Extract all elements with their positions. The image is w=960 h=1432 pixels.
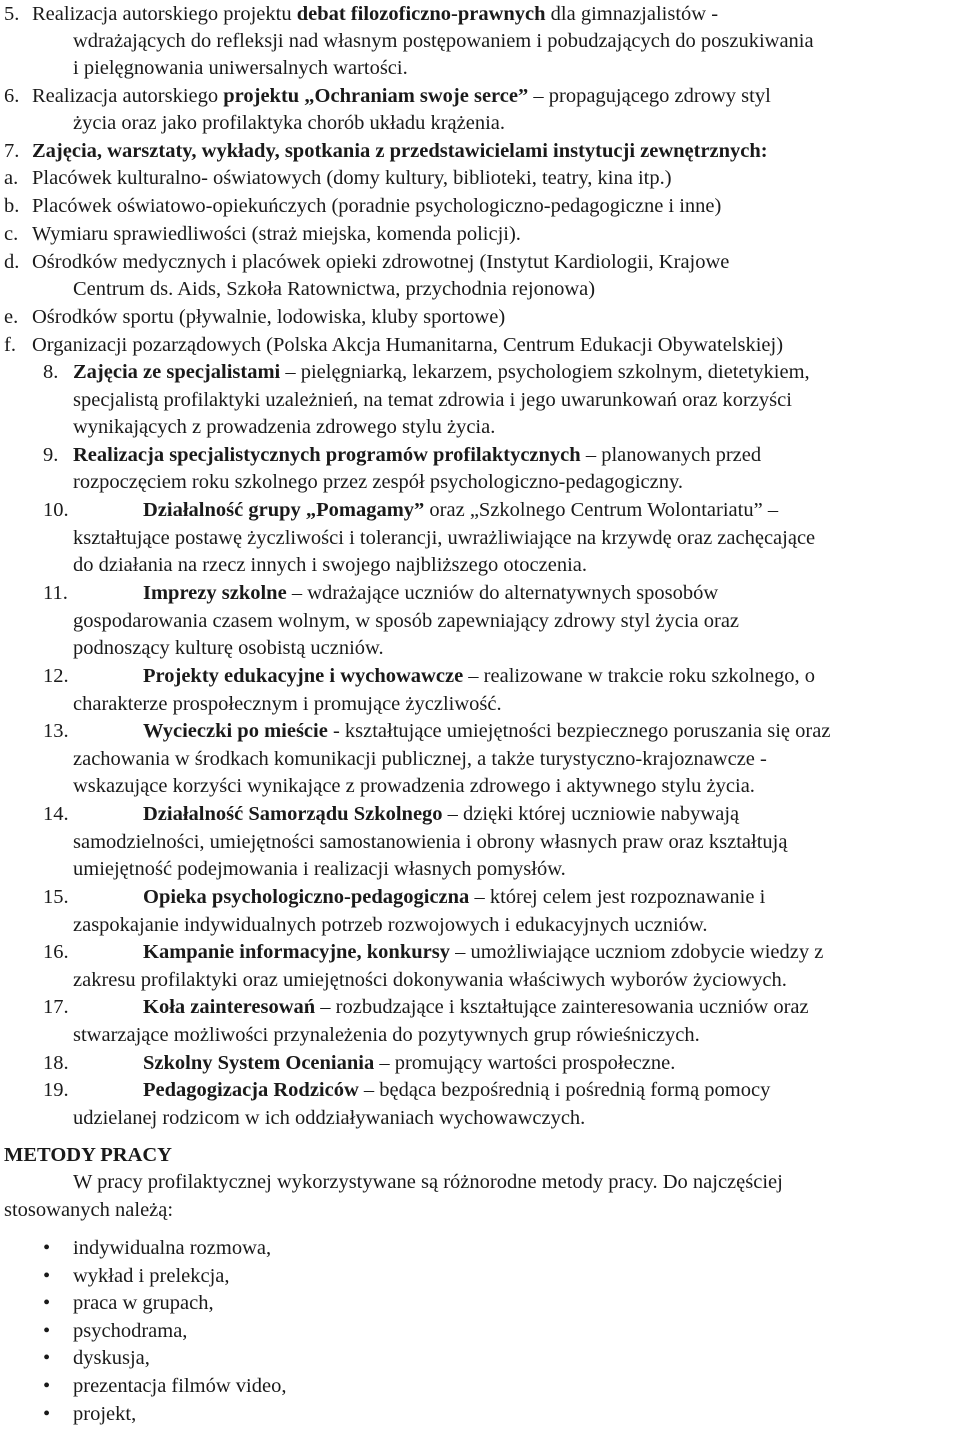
bold-text: Projekty edukacyjne i wychowawcze	[143, 665, 464, 687]
list-line	[73, 608, 739, 636]
list-number: 8.	[43, 361, 59, 383]
list-line	[73, 552, 587, 580]
bullet-icon: •	[43, 1319, 51, 1342]
bold-text: Imprezy szkolne	[143, 582, 287, 604]
bold-text: Działalność grupy „Pomagamy”	[143, 499, 425, 521]
sub-item-line: Organizacji pozarządowych (Polska Akcja Humanitarna, Centrum Edukacji Obywatelskiej)	[32, 334, 784, 356]
sub-item-letter: b.	[4, 195, 20, 217]
sub-item-line: Placówek oświatowo-opiekuńczych (poradnie psychologiczno-pedagogiczne i inne)	[32, 195, 722, 217]
text-run: – promujący wartości prospołeczne.	[374, 1052, 676, 1074]
text-run: – wdrażające uczniów do alternatywnych sposobów	[286, 582, 719, 604]
text-run: dla gimnazjalistów -	[545, 3, 719, 25]
list-line	[73, 55, 408, 83]
text-run: - kształtujące umiejętności bezpiecznego poruszania się oraz	[327, 720, 831, 742]
bold-text: Pedagogizacja Rodziców	[143, 1079, 359, 1101]
list-line	[73, 912, 708, 940]
text-run: – której celem jest rozpoznawanie i	[469, 886, 766, 908]
text-run: zakresu profilaktyki oraz umiejętności dokonywania właściwych wyborów życiowych.	[73, 969, 787, 991]
bold-text: Koła zainteresowań	[143, 996, 316, 1018]
list-line	[73, 1105, 585, 1133]
list-number: 14.	[43, 803, 69, 825]
sub-item-line: Wymiaru sprawiedliwości (straż miejska, komenda policji).	[32, 223, 521, 245]
sub-item-line: Ośrodków medycznych i placówek opieki zdrowotnej (Instytut Kardiologii, Krajowe	[32, 251, 730, 273]
list-line	[73, 746, 767, 774]
list-line	[143, 801, 739, 829]
list-line	[143, 884, 765, 912]
methods-heading: METODY PRACY	[4, 1144, 172, 1166]
list-line	[143, 580, 718, 608]
bold-text: Zajęcia ze specjalistami	[73, 361, 281, 383]
list-number: 5.	[4, 3, 20, 25]
bold-text: Opieka psychologiczno-pedagogiczna	[143, 886, 470, 908]
list-line	[73, 414, 495, 442]
list-line	[143, 994, 809, 1022]
sub-item-letter: d.	[4, 251, 20, 273]
list-line	[143, 1077, 770, 1105]
text-run: – realizowane w trakcie roku szkolnego, o	[463, 665, 815, 687]
list-line	[32, 138, 768, 166]
text-run: – dzięki której uczniowie nabywają	[442, 803, 740, 825]
methods-list-item	[0, 1290, 960, 1318]
methods-list-item	[0, 1263, 960, 1291]
list-line	[143, 1050, 675, 1078]
methods-list-item	[0, 1318, 960, 1346]
list-line	[73, 442, 761, 470]
list-line	[73, 773, 755, 801]
bold-text: Realizacja specjalistycznych programów profilaktycznych	[73, 444, 581, 466]
list-line	[73, 110, 505, 138]
text-run: i pielęgnowania uniwersalnych wartości.	[73, 57, 408, 79]
bullet-icon: •	[43, 1237, 51, 1259]
text-run: podnoszący kulturę osobistą uczniów.	[73, 637, 384, 659]
bullet-icon: •	[43, 1264, 51, 1287]
list-line	[73, 635, 384, 663]
list-line	[143, 663, 815, 691]
list-number: 10.	[43, 499, 69, 521]
text-run: zaspokajanie indywidualnych potrzeb rozwojowych i edukacyjnych uczniów.	[73, 914, 708, 936]
list-number: 6.	[4, 85, 20, 107]
text-run: Realizacja autorskiego	[32, 85, 224, 107]
bold-text: debat filozoficzno-prawnych	[296, 3, 546, 25]
bold-text: Działalność Samorządu Szkolnego	[143, 803, 443, 825]
list-line	[73, 469, 683, 497]
methods-list-item-text: dyskusja,	[73, 1347, 150, 1370]
text-run: – rozbudzające i kształtujące zainteresowania uczniów oraz	[315, 996, 809, 1018]
methods-list	[0, 1235, 960, 1428]
text-run: samodzielności, umiejętności samostanowienia i obrony własnych praw oraz kształtują	[73, 831, 788, 853]
text-run: oraz „Szkolnego Centrum Wolontariatu” –	[424, 499, 779, 521]
methods-list-item	[0, 1345, 960, 1373]
text-run: wskazujące korzyści wynikające z prowadzenia zdrowego i aktywnego stylu życia.	[73, 775, 755, 797]
methods-list-item-text: wykład i prelekcja,	[73, 1264, 230, 1287]
methods-list-item	[0, 1235, 960, 1263]
methods-list-item	[0, 1401, 960, 1429]
list-line	[73, 359, 810, 387]
list-number: 19.	[43, 1079, 69, 1101]
sub-item-line: Ośrodków sportu (pływalnie, lodowiska, kluby sportowe)	[32, 306, 506, 328]
text-run: Realizacja autorskiego projektu	[32, 3, 297, 25]
text-run: wdrażających do refleksji nad własnym postępowaniem i pobudzających do poszukiwania	[73, 30, 814, 52]
text-run: gospodarowania czasem wolnym, w sposób zapewniający zdrowy styl życia oraz	[73, 610, 740, 632]
bold-text: Kampanie informacyjne, konkursy	[143, 941, 450, 963]
text-run: do działania na rzecz innych i swojego najbliższego otoczenia.	[73, 554, 587, 576]
list-number: 17.	[43, 996, 69, 1018]
bullet-icon: •	[43, 1347, 51, 1370]
list-line	[73, 387, 792, 415]
bullet-icon: •	[43, 1374, 51, 1397]
sub-item-letter: a.	[4, 167, 19, 189]
list-number: 11.	[43, 582, 68, 604]
list-line	[32, 83, 771, 111]
text-run: specjalistą profilaktyki uzależnień, na temat zdrowia i jego uwarunkowań oraz korzyści	[73, 389, 792, 411]
methods-list-item	[0, 1373, 960, 1401]
sub-item-letter: f.	[4, 334, 16, 356]
methods-list-item-text: praca w grupach,	[73, 1292, 214, 1315]
bold-text: projektu „Ochraniam swoje serce”	[223, 85, 529, 107]
list-number: 18.	[43, 1052, 69, 1074]
text-run: – planowanych przed	[580, 444, 762, 466]
list-line	[73, 856, 566, 884]
text-run: – pielęgniarką, lekarzem, psychologiem szkolnym, dietetykiem,	[280, 361, 810, 383]
list-line	[143, 718, 830, 746]
text-run: udzielanej rodzicom w ich oddziaływaniach wychowawczych.	[73, 1107, 586, 1129]
bold-text: Zajęcia, warsztaty, wykłady, spotkania z przedstawicielami instytucji zewnętrznych:	[32, 140, 768, 162]
sub-item-line: Placówek kulturalno- oświatowych (domy kultury, biblioteki, teatry, kina itp.)	[32, 167, 672, 189]
text-run: kształtujące postawę życzliwości i tolerancji, uwrażliwiające na krzywdę oraz zachęcające	[73, 527, 816, 549]
list-number: 9.	[43, 444, 59, 466]
list-line	[143, 497, 778, 525]
list-number: 15.	[43, 886, 69, 908]
bold-text: Szkolny System Oceniania	[143, 1052, 375, 1074]
methods-intro-line-2: stosowanych należą:	[4, 1199, 174, 1221]
methods-list-item-text: prezentacja filmów video,	[73, 1374, 287, 1397]
methods-intro-line-1: W pracy profilaktycznej wykorzystywane są różnorodne metody pracy. Do najczęściej	[73, 1171, 783, 1193]
sub-item-letter: e.	[4, 306, 19, 328]
text-run: – propagującego zdrowy styl	[528, 85, 771, 107]
text-run: stwarzające możliwości przynależenia do pozytywnych grup rówieśniczych.	[73, 1024, 700, 1046]
bold-text: Wycieczki po mieście	[143, 720, 328, 742]
methods-list-item-text: psychodrama,	[73, 1319, 188, 1342]
text-run: charakterze prospołecznym i promujące życzliwość.	[73, 693, 502, 715]
sub-item-line: Centrum ds. Aids, Szkoła Ratownictwa, przychodnia rejonowa)	[73, 278, 596, 300]
list-number: 12.	[43, 665, 69, 687]
sub-item-letter: c.	[4, 223, 19, 245]
bullet-icon: •	[43, 1292, 51, 1315]
text-run: – będąca bezpośrednią i pośrednią formą pomocy	[358, 1079, 771, 1101]
text-run: życia oraz jako profilaktyka chorób układu krążenia.	[73, 112, 506, 134]
methods-list-item-text: indywidualna rozmowa,	[73, 1237, 272, 1259]
text-run: umiejętność podejmowania i realizacji własnych pomysłów.	[73, 858, 566, 880]
list-line	[73, 28, 814, 56]
list-number: 7.	[4, 140, 20, 162]
text-run: rozpoczęciem roku szkolnego przez zespół psychologiczno-pedagogiczny.	[73, 471, 684, 493]
list-line	[73, 525, 815, 553]
bullet-icon: •	[43, 1402, 51, 1425]
list-line	[73, 691, 502, 719]
list-line	[143, 939, 823, 967]
list-number: 16.	[43, 941, 69, 963]
text-run: – umożliwiające uczniom zdobycie wiedzy z	[449, 941, 824, 963]
methods-list-item-text: projekt,	[73, 1402, 137, 1425]
list-line	[73, 1022, 700, 1050]
list-number: 13.	[43, 720, 69, 742]
text-run: zachowania w środkach komunikacji publicznej, a także turystyczno-krajoznawcze -	[73, 748, 767, 770]
list-line	[73, 829, 787, 857]
text-run: wynikających z prowadzenia zdrowego stylu życia.	[73, 416, 496, 438]
list-line	[32, 1, 718, 29]
list-line	[73, 967, 787, 995]
